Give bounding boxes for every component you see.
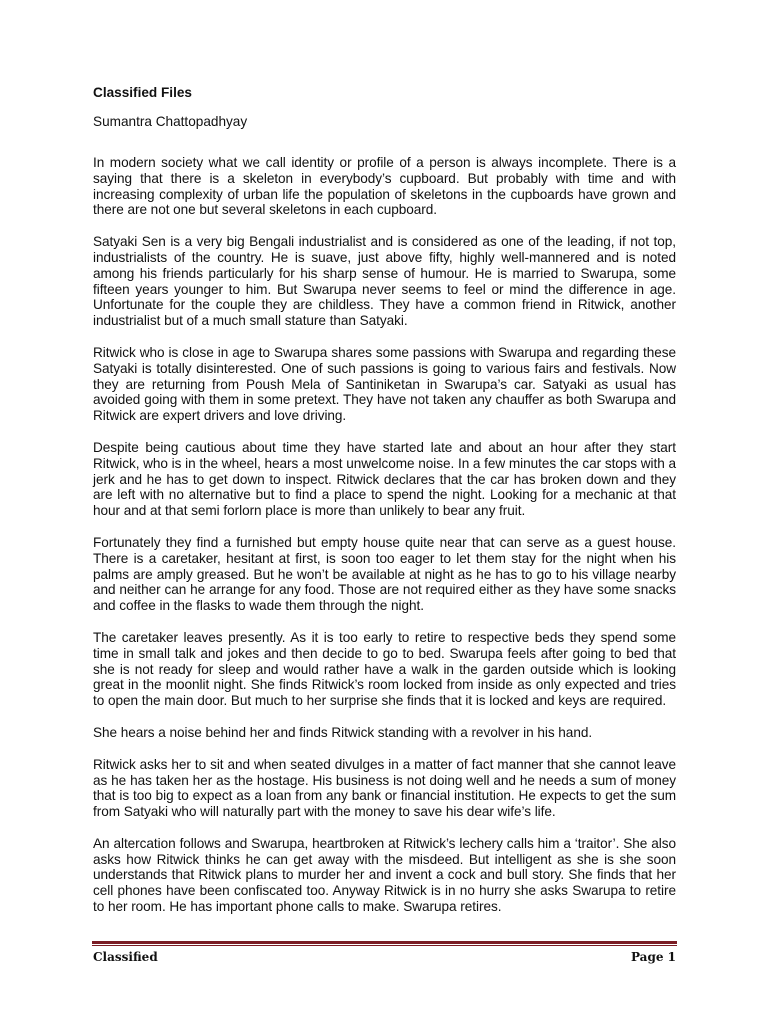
paragraph-2: Satyaki Sen is a very big Bengali industrialist and is considered as one of the leading, if not top, industrialists of the country. He is suave, just above fifty, highly well-mannered and is noted among his friends particularly for his sharp sense of humour. He is married to Swarupa, some fifteen years younger to him. But Swarupa never seems to feel or mind the difference in age. Unfortunate for the couple they are childless. They have a common friend in Ritwick, another industrialist but of a much small stature than Satyaki. [93,234,676,329]
paragraph-6: The caretaker leaves presently. As it is too early to retire to respective beds they spend some time in small talk and jokes and then decide to go to bed. Swarupa feels after going to bed that she is not ready for sleep and would rather have a walk in the garden outside which is looking great in the moonlit night. She finds Ritwick’s room locked from inside as only expected and tries to open the main door. But much to her surprise she finds that it is locked and keys are required. [93,629,676,709]
footer-label: Classified [93,950,158,964]
page-number: Page 1 [630,950,676,964]
document-title: Classified Files [93,85,192,100]
document-body [93,84,676,931]
paragraph-1: In modern society what we call identity or profile of a person is always incomplete. There is a saying that there is a skeleton in everybody’s cupboard. But probably with time and with increasing complexity of urban life the population of skeletons in the cupboards have grown and there are not one but several skeletons in each cupboard. [93,155,676,218]
footer-divider [92,941,677,946]
document-author: Sumantra Chattopadhyay [93,114,248,129]
paragraph-7: She hears a noise behind her and finds Ritwick standing with a revolver in his hand. [93,724,593,740]
paragraph-5: Fortunately they find a furnished but empty house quite near that can serve as a guest house. There is a caretaker, hesitant at first, is soon too eager to let them stay for the night when his palms are amply greased. But he won’t be available at night as he has to go to his village nearby and neither can he arrange for any food. Those are not required either as they have some snacks and coffee in the flasks to wade them through the night. [93,534,676,614]
paragraph-3: Ritwick who is close in age to Swarupa shares some passions with Swarupa and regarding these Satyaki is totally disinterested. One of such passions is going to various fairs and festivals. Now they are returning from Poush Mela of Santiniketan in Swarupa’s car. Satyaki as usual has avoided going with them in some pretext. They have not taken any chauffer as both Swarupa and Ritwick are expert drivers and love driving. [93,344,676,424]
paragraph-8: Ritwick asks her to sit and when seated divulges in a matter of fact manner that she cannot leave as he has taken her as the hostage. His business is not doing well and he needs a sum of money that is too big to expect as a loan from any bank or financial institution. He expects to get the sum from Satyaki who will naturally part with the money to save his dear wife’s life. [93,756,676,820]
paragraph-9: An altercation follows and Swarupa, heartbroken at Ritwick’s lechery calls him a ‘traitor’. She also asks how Ritwick thinks he can get away with the misdeed. But intelligent as she is she soon understands that Ritwick plans to murder her and invent a cock and bull story. She finds that her cell phones have been confiscated too. Anyway Ritwick is in no hurry she asks Swarupa to retire to her room. He has important phone calls to make. Swarupa retires. [93,835,676,915]
paragraph-4: Despite being cautious about time they have started late and about an hour after they start Ritwick, who is in the wheel, hears a most unwelcome noise. In a few minutes the car stops with a jerk and he has to get down to inspect. Ritwick declares that the car has broken down and they are left with no alternative but to find a place to spend the night. Looking for a mechanic at that hour and at that semi forlorn place is more than unlikely to bear any fruit. [93,439,676,519]
